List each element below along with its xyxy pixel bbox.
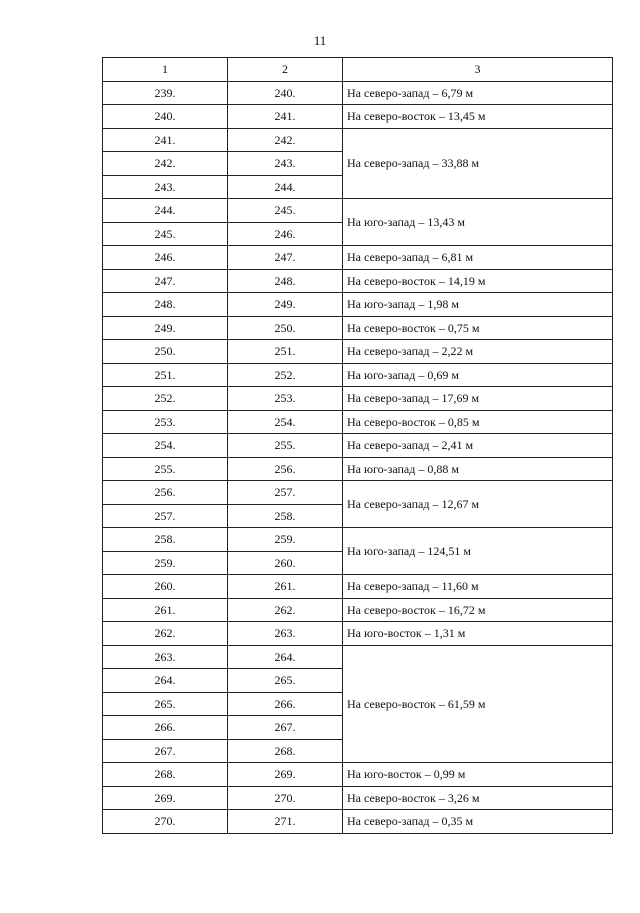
point-to-cell: 243. (228, 152, 343, 176)
direction-distance-cell: На северо-запад – 12,67 м (343, 481, 613, 528)
table-row (103, 269, 613, 293)
direction-distance-cell: На северо-запад – 17,69 м (343, 387, 613, 411)
point-from-cell: 252. (103, 387, 228, 411)
point-from-cell: 263. (103, 645, 228, 669)
point-from-cell: 267. (103, 739, 228, 763)
direction-distance-cell: На северо-восток – 61,59 м (343, 645, 613, 763)
point-to-cell: 268. (228, 739, 343, 763)
point-from-cell: 255. (103, 457, 228, 481)
direction-distance-cell: На северо-запад – 33,88 м (343, 128, 613, 199)
direction-distance-cell: На юго-запад – 0,69 м (343, 363, 613, 387)
point-to-cell: 260. (228, 551, 343, 575)
column-header-3: 3 (343, 58, 613, 82)
point-from-cell: 257. (103, 504, 228, 528)
point-to-cell: 267. (228, 716, 343, 740)
point-from-cell: 260. (103, 575, 228, 599)
table-row (103, 340, 613, 364)
point-to-cell: 250. (228, 316, 343, 340)
table-row (103, 128, 613, 152)
point-to-cell: 255. (228, 434, 343, 458)
point-from-cell: 266. (103, 716, 228, 740)
table-row (103, 810, 613, 834)
point-from-cell: 269. (103, 786, 228, 810)
direction-distance-cell: На северо-восток – 16,72 м (343, 598, 613, 622)
point-from-cell: 270. (103, 810, 228, 834)
table-row (103, 575, 613, 599)
point-to-cell: 269. (228, 763, 343, 787)
point-from-cell: 262. (103, 622, 228, 646)
point-from-cell: 239. (103, 81, 228, 105)
point-to-cell: 263. (228, 622, 343, 646)
table-row (103, 105, 613, 129)
direction-distance-cell: На юго-восток – 1,31 м (343, 622, 613, 646)
direction-distance-cell: На северо-восток – 0,85 м (343, 410, 613, 434)
point-to-cell: 256. (228, 457, 343, 481)
direction-distance-cell: На северо-восток – 13,45 м (343, 105, 613, 129)
point-to-cell: 261. (228, 575, 343, 599)
point-from-cell: 258. (103, 528, 228, 552)
point-to-cell: 245. (228, 199, 343, 223)
point-to-cell: 259. (228, 528, 343, 552)
direction-distance-cell: На северо-восток – 3,26 м (343, 786, 613, 810)
coordinates-table (102, 57, 613, 834)
direction-distance-cell: На юго-восток – 0,99 м (343, 763, 613, 787)
table-body (103, 81, 613, 833)
point-to-cell: 252. (228, 363, 343, 387)
direction-distance-cell: На юго-запад – 1,98 м (343, 293, 613, 317)
table-row (103, 763, 613, 787)
table-row (103, 363, 613, 387)
point-from-cell: 242. (103, 152, 228, 176)
point-from-cell: 259. (103, 551, 228, 575)
point-from-cell: 253. (103, 410, 228, 434)
table-row (103, 81, 613, 105)
point-from-cell: 254. (103, 434, 228, 458)
point-to-cell: 240. (228, 81, 343, 105)
table-row (103, 246, 613, 270)
direction-distance-cell: На юго-запад – 124,51 м (343, 528, 613, 575)
point-from-cell: 246. (103, 246, 228, 270)
point-from-cell: 240. (103, 105, 228, 129)
table-row (103, 481, 613, 505)
table-row (103, 528, 613, 552)
page-number: 11 (313, 33, 327, 48)
table-row (103, 786, 613, 810)
table-row (103, 457, 613, 481)
direction-distance-cell: На северо-восток – 14,19 м (343, 269, 613, 293)
point-from-cell: 261. (103, 598, 228, 622)
direction-distance-cell: На северо-запад – 6,79 м (343, 81, 613, 105)
point-from-cell: 250. (103, 340, 228, 364)
point-from-cell: 248. (103, 293, 228, 317)
point-to-cell: 265. (228, 669, 343, 693)
table-row (103, 598, 613, 622)
point-to-cell: 266. (228, 692, 343, 716)
direction-distance-cell: На северо-запад – 11,60 м (343, 575, 613, 599)
direction-distance-cell: На юго-запад – 13,43 м (343, 199, 613, 246)
point-from-cell: 247. (103, 269, 228, 293)
point-to-cell: 254. (228, 410, 343, 434)
direction-distance-cell: На юго-запад – 0,88 м (343, 457, 613, 481)
column-header-2: 2 (228, 58, 343, 82)
point-from-cell: 241. (103, 128, 228, 152)
direction-distance-cell: На северо-запад – 2,22 м (343, 340, 613, 364)
point-from-cell: 268. (103, 763, 228, 787)
point-from-cell: 249. (103, 316, 228, 340)
point-to-cell: 262. (228, 598, 343, 622)
point-to-cell: 253. (228, 387, 343, 411)
point-to-cell: 241. (228, 105, 343, 129)
point-to-cell: 249. (228, 293, 343, 317)
point-from-cell: 245. (103, 222, 228, 246)
point-from-cell: 243. (103, 175, 228, 199)
point-from-cell: 265. (103, 692, 228, 716)
table-header (103, 58, 613, 82)
header-row (103, 58, 613, 82)
point-to-cell: 244. (228, 175, 343, 199)
direction-distance-cell: На северо-запад – 2,41 м (343, 434, 613, 458)
point-from-cell: 251. (103, 363, 228, 387)
direction-distance-cell: На северо-восток – 0,75 м (343, 316, 613, 340)
table-row (103, 293, 613, 317)
table-row (103, 199, 613, 223)
table-row (103, 316, 613, 340)
point-from-cell: 264. (103, 669, 228, 693)
point-to-cell: 258. (228, 504, 343, 528)
table-row (103, 645, 613, 669)
direction-distance-cell: На северо-запад – 6,81 м (343, 246, 613, 270)
point-to-cell: 251. (228, 340, 343, 364)
point-to-cell: 247. (228, 246, 343, 270)
point-to-cell: 271. (228, 810, 343, 834)
point-from-cell: 256. (103, 481, 228, 505)
direction-distance-cell: На северо-запад – 0,35 м (343, 810, 613, 834)
table-row (103, 622, 613, 646)
point-to-cell: 264. (228, 645, 343, 669)
point-to-cell: 248. (228, 269, 343, 293)
point-to-cell: 257. (228, 481, 343, 505)
table-row (103, 387, 613, 411)
column-header-1: 1 (103, 58, 228, 82)
point-to-cell: 270. (228, 786, 343, 810)
point-to-cell: 246. (228, 222, 343, 246)
point-from-cell: 244. (103, 199, 228, 223)
point-to-cell: 242. (228, 128, 343, 152)
table-row (103, 410, 613, 434)
table-row (103, 434, 613, 458)
